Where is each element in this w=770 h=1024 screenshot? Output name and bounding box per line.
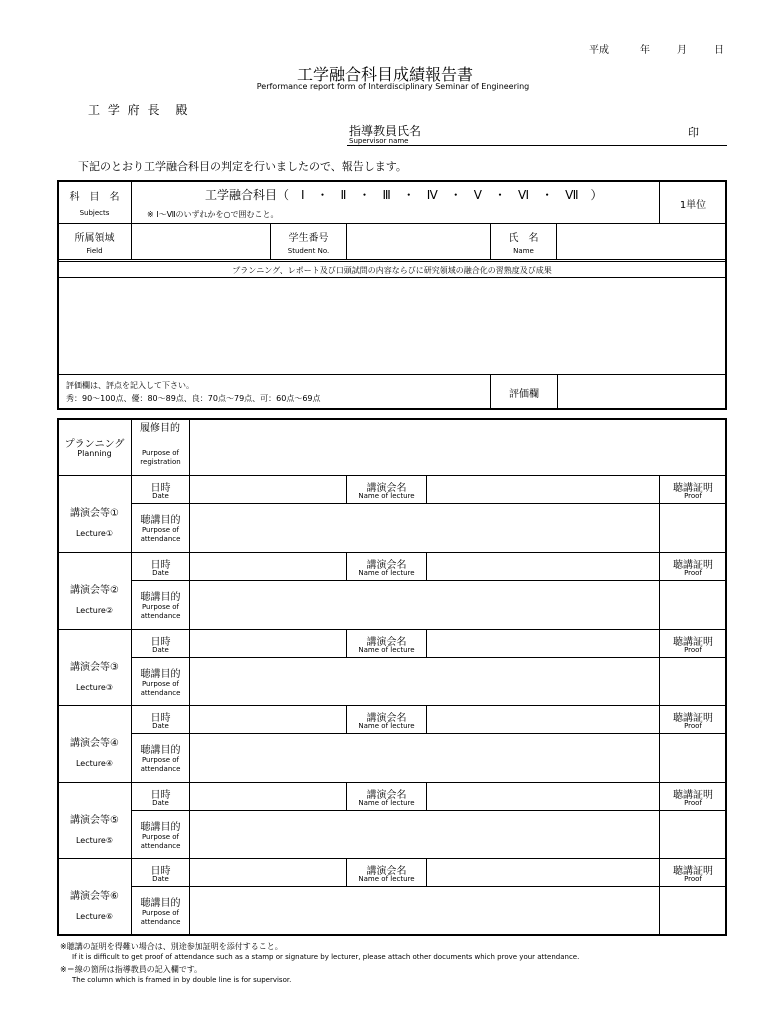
lecture-purpose-sub: Purpose of attendance — [140, 909, 181, 926]
lecture-purpose-input[interactable] — [190, 658, 659, 706]
lecture-name-sub: Name of lecture — [358, 569, 415, 577]
seal-mark: 印 — [688, 126, 699, 139]
lecture-label: 講演会等② — [70, 585, 119, 596]
student-name-input[interactable] — [557, 224, 726, 259]
eval-label: 評価欄 — [509, 389, 539, 400]
date-year: 年 — [640, 45, 650, 56]
field-label: 所属領域 — [74, 233, 115, 244]
supervisor-sub: Supervisor name — [349, 137, 409, 145]
lecture-label-sub: Lecture③ — [75, 683, 114, 692]
lecture-proof-sub: Proof — [684, 722, 702, 730]
lecture-proof-label: 聴講証明 — [673, 483, 713, 494]
lecture-name-sub: Name of lecture — [358, 875, 415, 883]
student-no-sub: Student No. — [287, 247, 330, 255]
lecture-name-input[interactable] — [427, 859, 659, 886]
lecture-date-input[interactable] — [190, 859, 346, 886]
lecture-date-label: 日時 — [150, 713, 171, 724]
lecture-proof-input[interactable] — [660, 887, 726, 935]
lecture-label-sub: Lecture④ — [75, 759, 114, 768]
lecture-name-label: 講演会名 — [366, 483, 407, 494]
lecture-purpose-input[interactable] — [190, 504, 659, 552]
footer-note-2: ※＝線の箇所は指導教員の記入欄です。 — [60, 965, 203, 974]
lecture-date-label: 日時 — [150, 483, 171, 494]
eval-input[interactable] — [558, 375, 726, 409]
lecture-date-sub: Date — [152, 492, 169, 500]
field-input[interactable] — [132, 224, 270, 259]
lecture-label-sub: Lecture② — [75, 606, 114, 615]
student-name-label: 氏 名 — [508, 233, 539, 244]
achievement-input[interactable] — [58, 278, 726, 374]
lecture-name-label: 講演会名 — [366, 866, 407, 877]
lecture-name-label: 講演会名 — [366, 637, 407, 648]
lecture-date-label: 日時 — [150, 637, 171, 648]
lecture-date-input[interactable] — [190, 783, 346, 810]
lecture-label: 講演会等③ — [70, 662, 119, 673]
lecture-proof-input[interactable] — [660, 734, 726, 782]
lecture-name-input[interactable] — [427, 630, 659, 657]
lecture-purpose-sub: Purpose of attendance — [140, 603, 181, 620]
lecture-proof-label: 聴講証明 — [673, 560, 713, 571]
lecture-purpose-label: 聴講目的 — [140, 515, 181, 526]
planning-label: プランニング — [64, 439, 125, 450]
lecture-purpose-input[interactable] — [190, 734, 659, 782]
lecture-name-sub: Name of lecture — [358, 799, 415, 807]
student-no-label: 学生番号 — [288, 233, 329, 244]
lecture-proof-sub: Proof — [684, 492, 702, 500]
planning-purpose-sub: Purpose of registration — [140, 449, 181, 466]
lecture-date-sub: Date — [152, 722, 169, 730]
lecture-date-input[interactable] — [190, 553, 346, 580]
lecture-name-input[interactable] — [427, 706, 659, 733]
footer-note-1-en: If it is difficult to get proof of attendance such as a stamp or signature by lecturer, please attach other documents which prove your attendance. — [72, 953, 580, 961]
lecture-purpose-label: 聴講目的 — [140, 898, 181, 909]
lecture-label: 講演会等⑤ — [70, 815, 119, 826]
lecture-proof-input[interactable] — [660, 581, 726, 629]
lecture-name-sub: Name of lecture — [358, 492, 415, 500]
planning-purpose-label: 履修目的 — [140, 423, 180, 434]
lecture-name-label: 講演会名 — [366, 790, 407, 801]
lecture-purpose-label: 聴講目的 — [140, 745, 181, 756]
lecture-label: 講演会等⑥ — [70, 891, 119, 902]
lecture-proof-label: 聴講証明 — [673, 713, 713, 724]
lecture-name-label: 講演会名 — [366, 713, 407, 724]
date-era: 平成 — [589, 45, 609, 56]
page-title: 工学融合科目成績報告書 — [296, 65, 473, 84]
lecture-proof-label: 聴講証明 — [673, 790, 713, 801]
lecture-proof-input[interactable] — [660, 504, 726, 552]
lecture-proof-input[interactable] — [660, 811, 726, 859]
lecture-purpose-sub: Purpose of attendance — [140, 756, 181, 773]
lecture-name-input[interactable] — [427, 476, 659, 503]
page-subtitle: Performance report form of Interdisciplinary Seminar of Engineering — [256, 82, 530, 91]
intro-text: 下記のとおり工学融合科目の判定を行いましたので、報告します。 — [78, 160, 407, 173]
date-day: 日 — [714, 45, 724, 56]
lecture-name-label: 講演会名 — [366, 560, 407, 571]
lecture-name-input[interactable] — [427, 783, 659, 810]
lecture-date-input[interactable] — [190, 630, 346, 657]
lecture-label-sub: Lecture⑥ — [75, 912, 114, 921]
lecture-purpose-sub: Purpose of attendance — [140, 526, 181, 543]
eval-note-1: 評価欄は、評点を記入して下さい。 — [66, 381, 194, 390]
lecture-proof-sub: Proof — [684, 875, 702, 883]
student-name-sub: Name — [513, 247, 534, 255]
field-sub: Field — [86, 247, 103, 255]
planning-purpose-input[interactable] — [190, 419, 726, 475]
lecture-proof-sub: Proof — [684, 569, 702, 577]
supervisor-label: 指導教員氏名 — [349, 124, 422, 138]
achievement-heading: プランニング、レポート及び口頭試問の内容ならびに研究領域の融合化の習熟度及び成果 — [232, 266, 552, 275]
subject-name: 工学融合科目（ Ⅰ ・ Ⅱ ・ Ⅲ ・ Ⅳ ・ Ⅴ ・ Ⅵ ・ Ⅶ ） — [205, 188, 603, 202]
lecture-proof-sub: Proof — [684, 799, 702, 807]
lecture-date-sub: Date — [152, 875, 169, 883]
eval-note-2: 秀：90～100点、優：80～89点、良：70点～79点、可：60点～69点 — [66, 394, 321, 403]
subject-label-sub: Subjects — [79, 209, 110, 217]
lecture-purpose-label: 聴講目的 — [140, 669, 181, 680]
lecture-purpose-label: 聴講目的 — [140, 592, 181, 603]
planning-sub: Planning — [77, 449, 112, 458]
lecture-proof-sub: Proof — [684, 646, 702, 654]
lecture-date-label: 日時 — [150, 866, 171, 877]
lecture-label-sub: Lecture① — [75, 529, 114, 538]
lecture-date-sub: Date — [152, 569, 169, 577]
lecture-name-input[interactable] — [427, 553, 659, 580]
lecture-purpose-label: 聴講目的 — [140, 822, 181, 833]
lecture-proof-label: 聴講証明 — [673, 866, 713, 877]
lecture-purpose-input[interactable] — [190, 811, 659, 859]
lecture-purpose-input[interactable] — [190, 581, 659, 629]
lecture-purpose-input[interactable] — [190, 887, 659, 935]
lecture-name-sub: Name of lecture — [358, 646, 415, 654]
student-no-input[interactable] — [347, 224, 490, 259]
subject-note: ※ Ⅰ～Ⅶのいずれかを○で囲むこと。 — [147, 210, 279, 219]
lecture-proof-label: 聴講証明 — [673, 637, 713, 648]
lecture-date-sub: Date — [152, 646, 169, 654]
lecture-purpose-sub: Purpose of attendance — [140, 833, 181, 850]
lecture-date-input[interactable] — [190, 476, 346, 503]
lecture-date-sub: Date — [152, 799, 169, 807]
lecture-date-label: 日時 — [150, 790, 171, 801]
footer-note-2-en: The column which is framed in by double line is for supervisor. — [72, 976, 292, 984]
lecture-proof-input[interactable] — [660, 658, 726, 706]
supervisor-underline — [347, 145, 727, 146]
credit-label: 1単位 — [679, 200, 707, 211]
date-month: 月 — [677, 45, 687, 56]
lecture-date-label: 日時 — [150, 560, 171, 571]
lecture-date-input[interactable] — [190, 706, 346, 733]
addressee: 工 学 府 長 殿 — [88, 103, 190, 117]
lecture-purpose-sub: Purpose of attendance — [140, 680, 181, 697]
subject-label: 科 目 名 — [69, 192, 120, 203]
lecture-label: 講演会等① — [70, 508, 119, 519]
lecture-label: 講演会等④ — [70, 738, 119, 749]
lecture-label-sub: Lecture⑤ — [75, 836, 114, 845]
footer-note-1: ※聴講の証明を得難い場合は、別途参加証明を添付すること。 — [60, 942, 283, 951]
lecture-name-sub: Name of lecture — [358, 722, 415, 730]
